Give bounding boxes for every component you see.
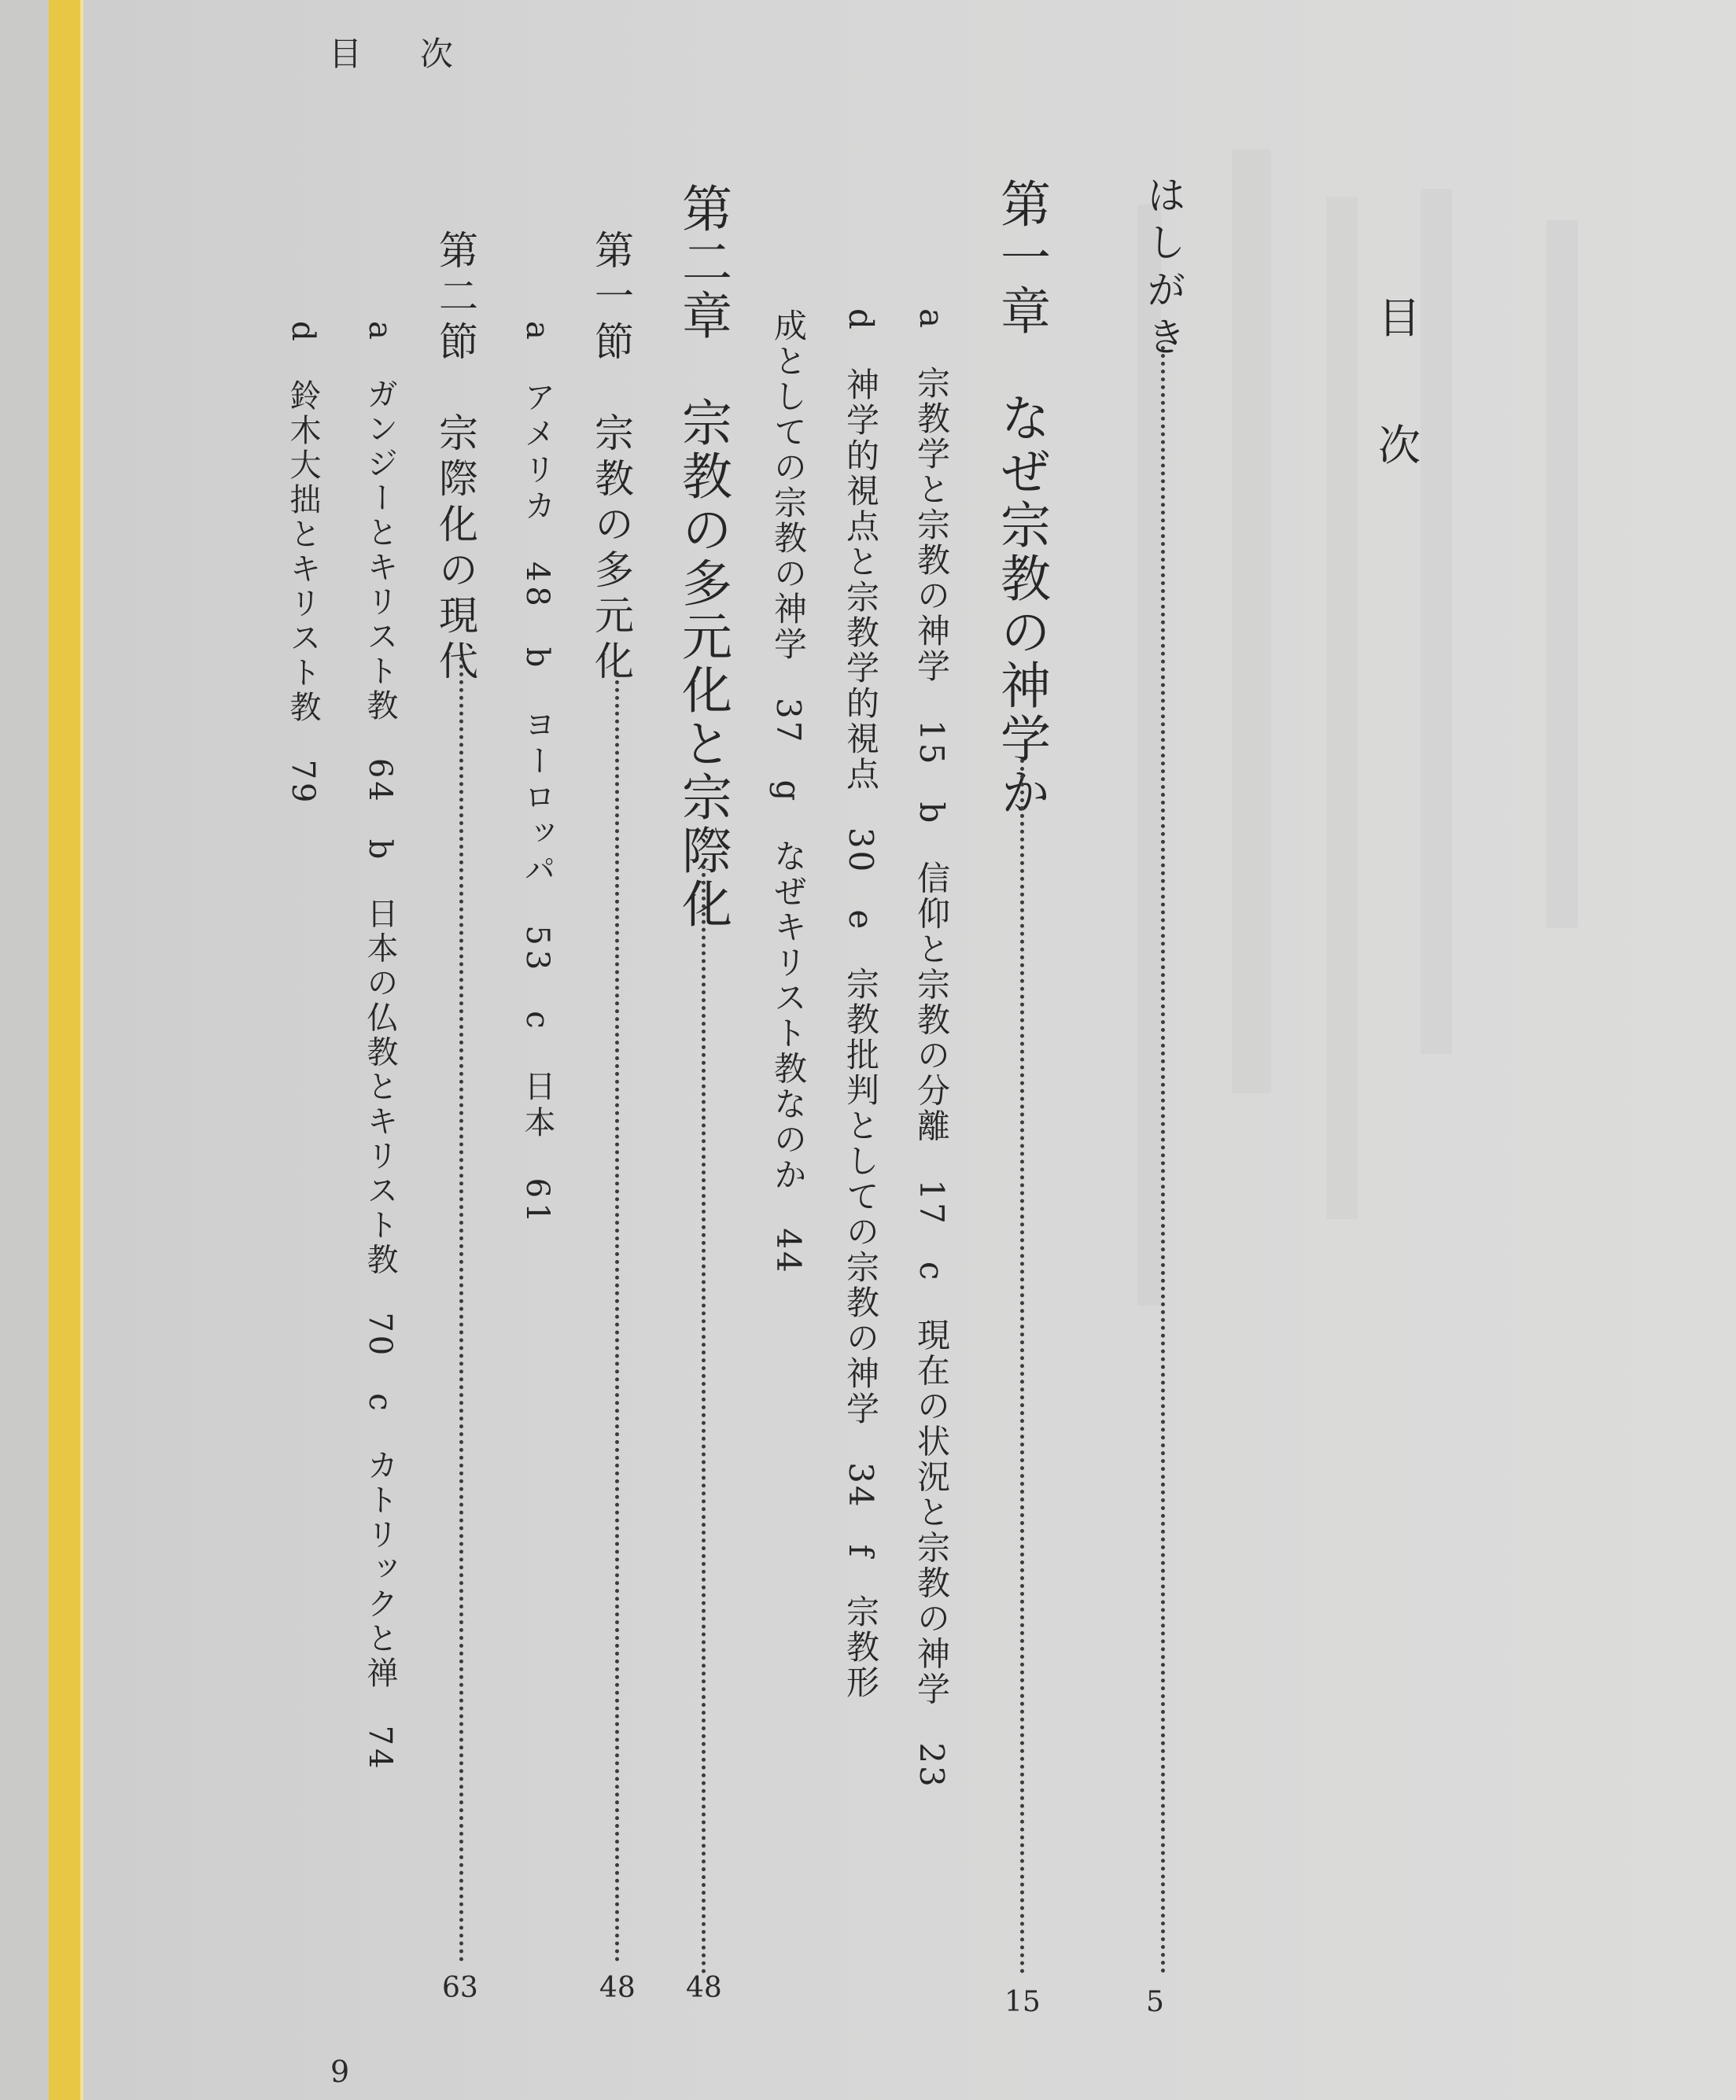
toc-title-char-1: 目 bbox=[1378, 293, 1421, 343]
chapter-1-subentries-line-2: d 神学的視点と宗教学的視点 30 e 宗教批判としての宗教の神学 34 f 宗教形 bbox=[842, 308, 880, 1701]
page-ref-chapter-2: 48 bbox=[686, 1972, 722, 2004]
toc-entry-hashigaki[interactable]: はしがき bbox=[1141, 175, 1186, 363]
section-1-subentries: a アメリカ 48 b ヨーロッパ 53 c 日本 61 bbox=[519, 321, 555, 1228]
page-ref-chapter-1: 15 bbox=[1004, 1986, 1041, 2018]
book-page bbox=[83, 0, 1736, 2100]
chapter-1-heading[interactable]: 第一章 なぜ宗教の神学か bbox=[992, 178, 1050, 820]
yellow-book-cover-edge bbox=[49, 0, 80, 2100]
chapter-1-subentries-line-3: 成としての宗教の神学 37 g なぜキリスト教なのか 44 bbox=[769, 308, 808, 1275]
toc-title-char-2: 次 bbox=[1378, 421, 1421, 470]
page-ref-section-2: 63 bbox=[442, 1972, 478, 2004]
page-number: 9 bbox=[330, 2054, 350, 2089]
leader-dots bbox=[459, 657, 463, 1962]
page-ref-section-1: 48 bbox=[599, 1972, 636, 2004]
section-2-heading[interactable]: 第二節 宗際化の現代 bbox=[433, 230, 478, 686]
leader-dots bbox=[1020, 759, 1024, 1974]
section-2-subentries-line-1: a ガンジーとキリスト教 64 b 日本の仏教とキリスト教 70 c カトリックと禅 74 bbox=[362, 321, 398, 1772]
leader-dots bbox=[615, 672, 619, 1962]
section-1-heading[interactable]: 第一節 宗教の多元化 bbox=[588, 230, 634, 686]
page-ref-hashigaki: 5 bbox=[1146, 1986, 1164, 2018]
section-2-subentries-line-2: d 鈴木大拙とキリスト教 79 bbox=[285, 321, 321, 806]
chapter-2-heading[interactable]: 第二章 宗教の多元化と宗際化 bbox=[673, 182, 732, 931]
running-head: 目 次 bbox=[329, 35, 466, 73]
left-background bbox=[0, 0, 49, 2100]
leader-dots bbox=[1161, 346, 1165, 1974]
chapter-1-subentries-line-1: a 宗教学と宗教の神学 15 b 信仰と宗教の分離 17 c 現在の状況と宗教の神学 23 bbox=[912, 308, 951, 1789]
leader-dots bbox=[702, 865, 706, 1974]
